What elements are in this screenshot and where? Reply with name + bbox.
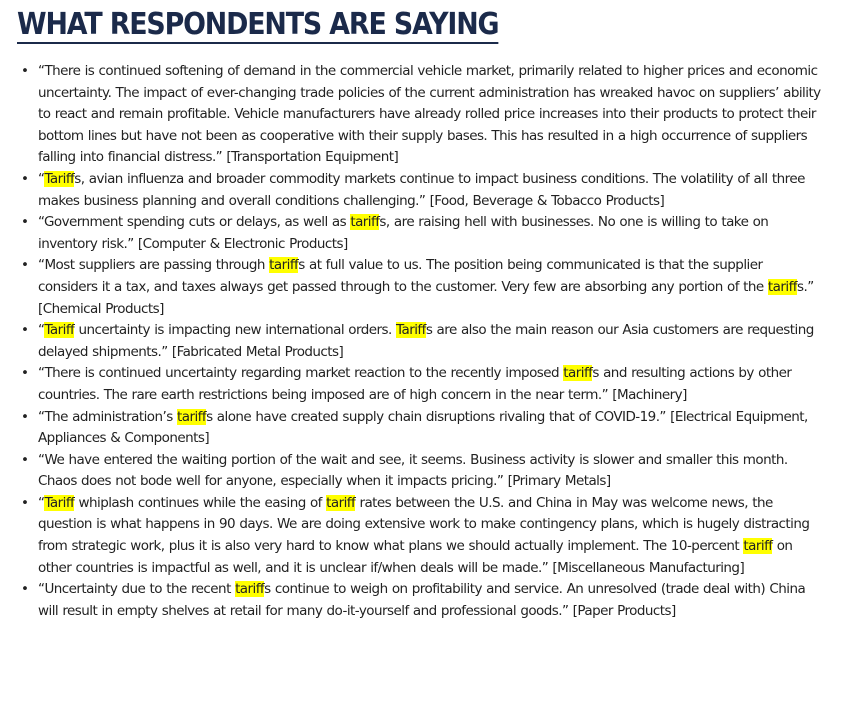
quote-text: “Government spending cuts or delays, as well as [38, 214, 351, 231]
quote-text: s are also the main reason our Asia customers are requesting delayed shipments.” [Fabricated Metal Products] [38, 322, 814, 360]
highlighted-keyword: Tariff [44, 494, 75, 511]
quote-text: “ [38, 322, 45, 339]
highlighted-keyword: tariff [326, 494, 356, 511]
quote-text: s continue to weigh on profitability and service. An unresolved (trade deal with) China will result in empty shelves at retail for many do-it-yourself and professional goods.” [Paper Products] [38, 581, 806, 619]
bullet-icon: • [21, 408, 29, 425]
quote-text: “The administration’s [38, 408, 177, 425]
quote-text: s, avian influenza and broader commodity markets continue to impact business conditions. The volatility of all three makes business planning and overall conditions challenging.” [Food, Beverage & Tobacco Products] [38, 170, 805, 209]
respondent-quote [17, 450, 823, 493]
bullet-icon: • [21, 170, 29, 187]
highlighted-keyword: tariff [269, 257, 299, 274]
highlighted-keyword: tariff [743, 538, 773, 555]
quote-text: s at full value to us. The position being communicated is that the supplier considers it a tax, and taxes always get passed through to the customer. Very few are absorbing any portion of the [38, 257, 768, 295]
bullet-icon: • [21, 322, 29, 339]
quote-text: “ [38, 494, 45, 511]
section-heading: WHAT RESPONDENTS ARE SAYING [17, 7, 499, 42]
quote-text: s alone have created supply chain disruptions rivaling that of COVID-19.” [Electrical Equipment, Appliances & Components] [38, 408, 808, 447]
respondent-quote [17, 169, 823, 212]
quote-text: rates between the U.S. and China in May was welcome news, the question is what happens in 90 days. We are doing extensive work to make contingency plans, which is hugely distracting from strategic work, plus it is also very hard to know what plans we should actually implement. The 10-percent [38, 494, 810, 555]
respondent-quote [17, 212, 823, 255]
highlighted-keyword: tariff [563, 365, 593, 382]
quote-text: “We have entered the waiting portion of the wait and see, it seems. Business activity is slower and smaller this month. Chaos does not bode well for anyone, especially when it impacts pricing.” [Primary Metals] [38, 451, 788, 490]
quote-text: whiplash continues while the easing of [74, 494, 327, 511]
quote-text: on other countries is impactful as well, and it is unclear if/when deals will be made.” [Miscellaneous Manufacturing] [38, 538, 793, 576]
bullet-icon: • [21, 214, 29, 231]
respondent-quotes-list [17, 61, 823, 622]
bullet-icon: • [21, 63, 29, 79]
respondent-quote [17, 320, 823, 363]
quote-text: “ [38, 170, 45, 187]
quote-text: “Most suppliers are passing through [38, 257, 270, 274]
highlighted-keyword: tariff [350, 214, 380, 231]
quote-text: “There is continued uncertainty regarding market reaction to the recently imposed [38, 365, 564, 382]
respondent-quote [17, 493, 823, 579]
bullet-icon: • [21, 365, 29, 382]
respondent-quote [17, 579, 823, 622]
highlighted-keyword: Tariff [44, 322, 75, 339]
respondent-quote [17, 61, 823, 169]
highlighted-keyword: tariff [767, 278, 797, 295]
highlighted-keyword: Tariff [396, 322, 426, 339]
quote-text: “There is continued softening of demand in the commercial vehicle market, primarily related to higher prices and economic uncertainty. The impact of ever-changing trade policies of the current administration has wreaked havoc on suppliers’ ability to react and remain profitable. Vehicle manufacturers have already rolled price increases into their products to protect their bottom lines but have not been as cooperative with their supply bases. This has resulted in a high occurrence of suppliers falling into financial distress.” [Transportation Equipment] [38, 63, 821, 166]
respondent-quote [17, 363, 823, 406]
quote-text: s and resulting actions by other countries. The rare earth restrictions being imposed are of high concern in the near term.” [Machinery] [38, 365, 792, 403]
bullet-icon: • [21, 581, 29, 598]
highlighted-keyword: tariff [176, 408, 207, 425]
quote-text: s.” [Chemical Products] [38, 278, 814, 317]
highlighted-keyword: tariff [235, 581, 265, 598]
bullet-icon: • [21, 451, 29, 468]
quote-text: s, are raising hell with businesses. No one is willing to take on inventory risk.” [Computer & Electronic Products] [38, 214, 769, 252]
respondent-quote [17, 407, 823, 450]
respondent-quote [17, 255, 823, 320]
bullet-icon: • [21, 494, 29, 511]
bullet-icon: • [21, 257, 29, 274]
highlighted-keyword: Tariff [44, 170, 75, 187]
quote-text: uncertainty is impacting new international orders. [74, 322, 397, 339]
quote-text: “Uncertainty due to the recent [38, 581, 236, 598]
